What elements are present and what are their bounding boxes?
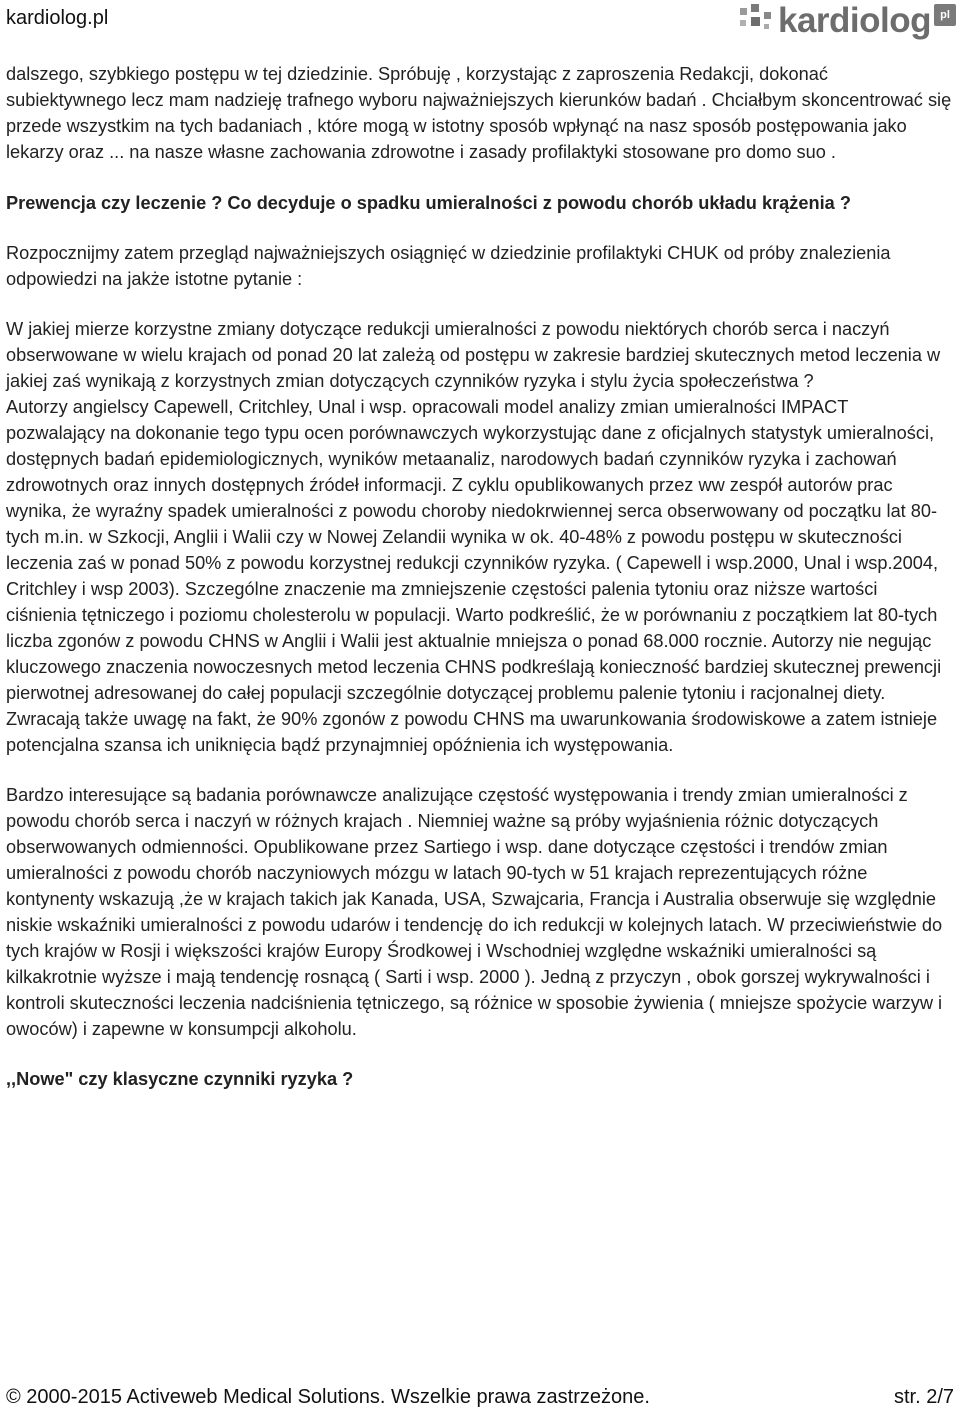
paragraph-intro: dalszego, szybkiego postępu w tej dziedzinie. Spróbuję , korzystając z zaproszenia Redakcji, dokonać subiektywnego lecz mam nadzieję trafnego wyboru najważniejszych kierunków badań . Chciałbym skoncentrować się przede wszystkim na tych badaniach , które mogą w istotny sposób wpłynąć na nasz sposób postępowania jako lekarzy oraz ... na nasze własne zachowania zdrowotne i zasady profilaktyki stosowane pro domo suo . xyxy=(6,64,952,162)
section-heading-risk-factors: ,,Nowe" czy klasyczne czynniki ryzyka ? xyxy=(6,1069,354,1089)
page-header xyxy=(0,0,960,46)
kardiolog-logo[interactable] xyxy=(738,0,956,44)
page-footer xyxy=(0,1380,960,1420)
logo-dots-icon xyxy=(738,2,778,42)
paragraph-impact: Autorzy angielscy Capewell, Critchley, Unal i wsp. opracowali model analizy zmian umieralności IMPACT pozwalający na dokonanie tego typu ocen porównawczych wykorzystując dane z oficjalnych statystyk umieralności, dostępnych badań epidemiologicznych, wyników metaanaliz, narodowych badań czynników ryzyka i zachowań zdrowotnych oraz innych dostępnych źródeł informacji. Z cyklu opublikowanych przez ww zespół autorów prac wynika, że wyraźny spadek umieralności z powodu choroby niedokrwiennej serca obserwowany od początku lat 80-tych m.in. w Szkocji, Anglii i Walii czy w Nowej Zelandii wynika w ok. 40-48% z powodu postępu w skuteczności leczenia zaś w ponad 50% z powodu korzystnej redukcji czynników ryzyka. ( Capewell i wsp.2000, Unal i wsp.2004, Critchley i wsp 2003). Szczególne znaczenie ma zmniejszenie częstości palenia tytoniu oraz niższe wartości ciśnienia tętniczego i poziomu cholesterolu w populacji. Warto podkreślić, że w porównaniu z początkiem lat 80-tych liczba zgonów z powodu CHNS w Anglii i Walii jest aktualnie mniejsza o ponad 68.000 rocznie. Autorzy nie negując kluczowego znaczenia nowoczesnych metod leczenia CHNS podkreślają konieczność bardziej skutecznej prewencji pierwotnej adresowanej do całej populacji szczególnie dotyczącej problemu palenie tytoniu i racjonalnej diety. Zwracają także uwagę na fakt, że 90% zgonów z powodu CHNS ma uwarunkowania środowiskowe a zatem istnieje potencjalna szansa ich uniknięcia bądź przynajmniej opóźnienia ich występowania. xyxy=(6,397,942,755)
copyright-notice: © 2000-2015 Activeweb Medical Solutions. Wszelkie prawa zastrzeżone. xyxy=(6,1386,650,1408)
article-body xyxy=(6,61,952,1092)
paragraph-comparative: Bardzo interesujące są badania porównawcze analizujące częstość występowania i trendy zmian umieralności z powodu chorób serca i naczyń w różnych krajach . Niemniej ważne są próby wyjaśnienia różnic dotyczących obserwowanych odmienności. Opublikowane przez Sartiego i wsp. dane dotyczące częstości i trendów zmian umieralności z powodu chorób naczyniowych mózgu w latach 90-tych w 51 krajach reprezentujących różne kontynenty wskazują ,że w krajach takich jak Kanada, USA, Szwajcaria, Francja i Australia obserwuje się względnie niskie wskaźniki umieralności z powodu udarów i tendencję do ich redukcji w kolejnych latach. W przeciwieństwie do tych krajów w Rosji i większości krajów Europy Środkowej i Wschodniej względne wskaźniki umieralności są kilkakrotnie wyższe i mają tendencję rosnącą ( Sarti i wsp. 2000 ). Jedną z przyczyn , obok gorszej wykrywalności i kontroli skuteczności leczenia nadciśnienia tętniczego, są różnice w sposobie żywienia ( mniejsze spożycie warzyw i owoców) i zapewne w konsumpcji alkoholu. xyxy=(6,785,943,1039)
logo-text: kardiolog xyxy=(778,1,932,40)
site-name[interactable]: kardiolog.pl xyxy=(6,7,109,29)
logo-badge: pl xyxy=(934,4,956,26)
page-number: str. 2/7 xyxy=(893,1386,954,1408)
paragraph-main-question: W jakiej mierze korzystne zmiany dotyczące redukcji umieralności z powodu niektórych chorób serca i naczyń obserwowane w wielu krajach od ponad 20 lat zależą od postępu w zakresie bardziej skutecznych metod leczenia w jakiej zaś wynikają z korzystnych zmian dotyczących czynników ryzyka i stylu życia społeczeństwa ? xyxy=(6,319,941,391)
section-heading-prevention: Prewencja czy leczenie ? Co decyduje o spadku umieralności z powodu chorób układu krążenia ? xyxy=(6,193,851,213)
paragraph-question: Rozpocznijmy zatem przegląd najważniejszych osiągnięć w dziedzinie profilaktyki CHUK od próby znalezienia odpowiedzi na jakże istotne pytanie : xyxy=(6,243,891,289)
